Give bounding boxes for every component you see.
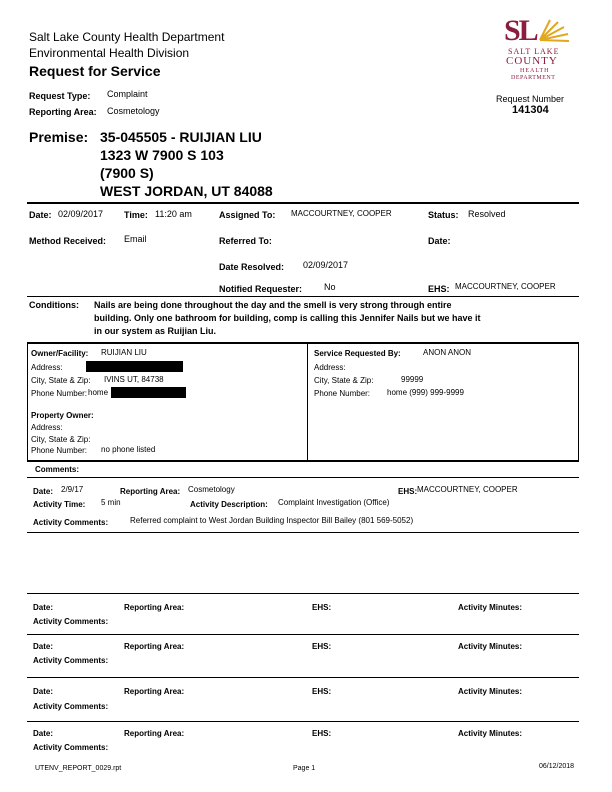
assigned-to-label: Assigned To: (219, 210, 276, 220)
owner-city-label: City, State & Zip: (31, 376, 91, 385)
date-label: Date: (29, 210, 52, 220)
request-number: 141304 (512, 104, 549, 116)
conditions-line2: building. Only one bathroom for building, comp is calling this Jennifer Nails but we have it (94, 313, 481, 323)
divider (27, 296, 579, 297)
blank-minutes-label: Activity Minutes: (458, 642, 523, 651)
owner-phone-label: Phone Number: (31, 389, 88, 398)
logo-line3: HEALTH (520, 68, 550, 74)
divider (27, 593, 579, 594)
page-title: Request for Service (29, 63, 161, 79)
notified-value: No (324, 282, 336, 292)
footer-date: 06/12/2018 (539, 763, 575, 770)
footer-report-name: UTENV_REPORT_0029.rpt (35, 765, 122, 772)
premise-line2: 1323 W 7900 S 103 (100, 147, 224, 163)
blank-comments-label: Activity Comments: (33, 656, 109, 665)
method-value: Email (124, 234, 147, 244)
conditions-label: Conditions: (29, 300, 79, 310)
activity-date-label: Date: (33, 487, 54, 496)
county-logo (500, 14, 576, 86)
redaction-bar (111, 387, 186, 398)
property-address-label: Address: (31, 423, 63, 432)
status-label: Status: (428, 210, 459, 220)
divider (27, 460, 579, 462)
activity-time-label: Activity Time: (33, 500, 86, 509)
blank-date-label: Date: (33, 687, 54, 696)
service-address-label: Address: (314, 363, 346, 372)
logo-line4: DEPARTMENT (511, 75, 556, 81)
blank-comments-label: Activity Comments: (33, 702, 109, 711)
service-city: 99999 (401, 375, 424, 384)
owner-address-label: Address: (31, 363, 63, 372)
service-phone: home (999) 999-9999 (387, 388, 464, 397)
blank-minutes-label: Activity Minutes: (458, 603, 523, 612)
blank-comments-label: Activity Comments: (33, 743, 109, 752)
blank-date-label: Date: (33, 603, 54, 612)
logo-line2: COUNTY (506, 55, 558, 67)
referred-to-label: Referred To: (219, 236, 272, 246)
activity-date: 2/9/17 (61, 485, 84, 494)
blank-date-label: Date: (33, 642, 54, 651)
date-resolved-value: 02/09/2017 (303, 260, 349, 270)
blank-area-label: Reporting Area: (124, 642, 185, 651)
reporting-area-label: Reporting Area: (29, 107, 97, 117)
premise-line4: WEST JORDAN, UT 84088 (100, 183, 273, 199)
activity-ehs-label: EHS: (398, 487, 418, 496)
divider (27, 477, 579, 478)
premise-line1: 35-045505 - RUIJIAN LIU (100, 129, 262, 145)
request-type-label: Request Type: (29, 91, 91, 101)
divider (27, 202, 579, 204)
box-border (307, 343, 308, 461)
activity-area: Cosmetology (188, 485, 235, 494)
divider (27, 532, 579, 533)
owner-name: RUIJIAN LIU (101, 348, 147, 357)
division-name: Environmental Health Division (29, 46, 190, 60)
divider (27, 677, 579, 678)
activity-ehs: MACCOURTNEY, COOPER (417, 485, 518, 494)
blank-comments-label: Activity Comments: (33, 617, 109, 626)
date-value: 02/09/2017 (58, 209, 104, 219)
box-border (578, 343, 579, 461)
service-requested-name: ANON ANON (423, 348, 472, 357)
time-label: Time: (124, 210, 148, 220)
property-phone-label: Phone Number: (31, 446, 88, 455)
divider (27, 721, 579, 722)
ehs-label: EHS: (428, 284, 450, 294)
property-owner-label: Property Owner: (31, 411, 94, 420)
blank-date-label: Date: (33, 729, 54, 738)
activity-desc-label: Activity Description: (190, 500, 268, 509)
divider (27, 634, 579, 635)
property-city-label: City, State & Zip: (31, 435, 91, 444)
department-name: Salt Lake County Health Department (29, 30, 225, 44)
owner-city: IVINS UT, 84738 (104, 375, 164, 384)
conditions-line3: in our system as Ruijian Liu. (94, 326, 217, 336)
comments-label: Comments: (35, 465, 80, 474)
blank-minutes-label: Activity Minutes: (458, 729, 523, 738)
premise-label: Premise: (29, 129, 89, 145)
ehs-value: MACCOURTNEY, COOPER (455, 282, 556, 291)
owner-label: Owner/Facility: (31, 349, 89, 358)
blank-area-label: Reporting Area: (124, 603, 185, 612)
service-requested-label: Service Requested By: (314, 349, 401, 358)
premise-line3: (7900 S) (100, 165, 154, 181)
assigned-to-value: MACCOURTNEY, COOPER (291, 209, 392, 218)
activity-comments: Referred complaint to West Jordan Building Inspector Bill Bailey (801 569-5052) (130, 516, 414, 525)
blank-area-label: Reporting Area: (124, 729, 185, 738)
logo-line1: SALT LAKE (508, 47, 560, 56)
activity-time: 5 min (101, 498, 121, 507)
method-label: Method Received: (29, 236, 107, 246)
owner-phone-type: home (88, 388, 109, 397)
blank-ehs-label: EHS: (312, 642, 332, 651)
date2-label: Date: (428, 236, 451, 246)
blank-area-label: Reporting Area: (124, 687, 185, 696)
reporting-area-value: Cosmetology (107, 106, 160, 116)
date-resolved-label: Date Resolved: (219, 262, 285, 272)
request-number-label: Request Number (496, 94, 565, 104)
footer-page-number: Page 1 (293, 765, 316, 772)
conditions-line1: Nails are being done throughout the day and the smell is very strong through entire (94, 300, 452, 310)
activity-desc: Complaint Investigation (Office) (278, 498, 390, 507)
blank-ehs-label: EHS: (312, 603, 332, 612)
blank-ehs-label: EHS: (312, 729, 332, 738)
property-phone: no phone listed (101, 445, 156, 454)
request-type-value: Complaint (107, 89, 148, 99)
logo-letters: SL (504, 14, 537, 47)
blank-minutes-label: Activity Minutes: (458, 687, 523, 696)
time-value: 11:20 am (155, 209, 192, 219)
redaction-bar (86, 361, 183, 372)
box-border (27, 343, 28, 461)
status-value: Resolved (468, 209, 506, 219)
blank-ehs-label: EHS: (312, 687, 332, 696)
notified-label: Notified Requester: (219, 284, 303, 294)
divider (27, 342, 579, 344)
service-phone-label: Phone Number: (314, 389, 371, 398)
activity-area-label: Reporting Area: (120, 487, 181, 496)
activity-comments-label: Activity Comments: (33, 518, 109, 527)
service-city-label: City, State & Zip: (314, 376, 374, 385)
